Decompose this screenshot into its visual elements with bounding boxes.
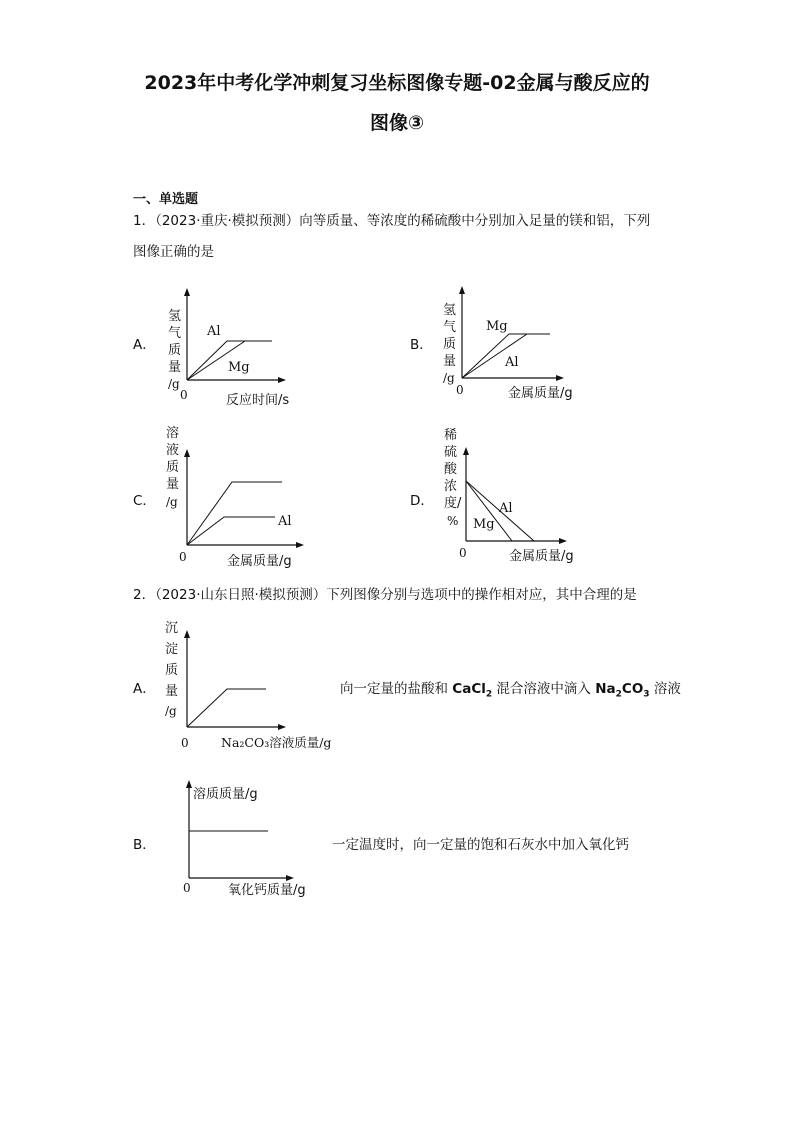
x-axis-label: 金属质量/g bbox=[227, 554, 292, 569]
origin-label: 0 bbox=[179, 550, 187, 564]
y-axis-label: 溶质质量/g bbox=[193, 787, 258, 802]
q2-option-b-label: B． bbox=[133, 837, 156, 853]
series-label-al: Al bbox=[207, 324, 221, 339]
graph-q2-a bbox=[165, 621, 331, 750]
y-label-char: 气 bbox=[443, 320, 457, 335]
graph-q1-b bbox=[443, 290, 573, 401]
title-line-2: 图像③ bbox=[369, 112, 425, 134]
section-heading: 一、单选题 bbox=[133, 192, 199, 207]
y-label-unit: /g bbox=[166, 495, 178, 509]
y-label-unit: /g bbox=[443, 371, 455, 385]
origin-label: 0 bbox=[456, 383, 464, 397]
y-label-unit: % bbox=[447, 514, 459, 528]
x-axis-label: 金属质量/g bbox=[509, 549, 574, 564]
series-label-mg: Mg bbox=[228, 360, 250, 375]
q2-stem: 2．（2023·山东日照·模拟预测）下列图像分别与选项中的操作相对应，其中合理的是 bbox=[133, 587, 637, 603]
x-axis-label: 金属质量/g bbox=[508, 386, 573, 401]
origin-label: 0 bbox=[180, 388, 188, 402]
graph-q1-a bbox=[168, 292, 289, 408]
q2-option-a-label: A． bbox=[133, 681, 156, 697]
y-label-char: 酸 bbox=[444, 462, 458, 477]
y-label-char: 氢 bbox=[168, 309, 182, 324]
curve-precipitate bbox=[187, 689, 266, 727]
y-label-unit: /g bbox=[165, 704, 177, 718]
y-label-char: 氢 bbox=[443, 303, 457, 318]
origin-label: 0 bbox=[181, 736, 189, 750]
y-label-char: 质 bbox=[443, 337, 457, 352]
y-label-char: 质 bbox=[165, 663, 179, 678]
q1-stem-line1: 1．（2023·重庆·模拟预测）向等质量、等浓度的稀硫酸中分别加入足量的镁和铝，下列 bbox=[133, 213, 651, 229]
q1-option-c-label: C． bbox=[133, 493, 156, 509]
y-label-char: 量 bbox=[168, 360, 182, 375]
x-axis-label: Na₂CO₃溶液质量/g bbox=[221, 735, 332, 750]
q2-option-b-description: 一定温度时，向一定量的饱和石灰水中加入氧化钙 bbox=[332, 837, 629, 853]
origin-label: 0 bbox=[183, 881, 191, 895]
y-label-char: 硫 bbox=[444, 445, 458, 460]
series-label-al: Al bbox=[278, 514, 292, 529]
origin-label: 0 bbox=[459, 546, 467, 560]
series-label-al: Al bbox=[499, 501, 513, 516]
series-label-al: Al bbox=[505, 355, 519, 370]
y-label-char: 量 bbox=[165, 684, 179, 699]
graph-q1-c bbox=[166, 425, 300, 569]
graph-q1-d bbox=[444, 427, 574, 564]
q1-stem-line2: 图像正确的是 bbox=[133, 244, 214, 260]
curve-upper bbox=[187, 482, 282, 545]
q1-option-d-label: D． bbox=[410, 493, 434, 509]
y-label-char: 液 bbox=[166, 443, 180, 458]
title-line-1: 2023年中考化学冲刺复习坐标图像专题-02金属与酸反应的 bbox=[144, 72, 650, 94]
x-axis-label: 反应时间/s bbox=[226, 393, 290, 408]
x-axis-label: 氧化钙质量/g bbox=[228, 883, 306, 898]
y-label-char: 沉 bbox=[165, 621, 179, 636]
graph-q2-b bbox=[183, 784, 306, 898]
y-label-char: 量 bbox=[166, 477, 180, 492]
y-label-char: 气 bbox=[168, 326, 182, 341]
y-label-unit: /g bbox=[168, 377, 180, 391]
y-label-char: 溶 bbox=[166, 426, 180, 441]
y-label-char: 质 bbox=[166, 460, 180, 475]
y-label-char: 量 bbox=[443, 354, 457, 369]
y-label-char: 度/ bbox=[444, 496, 462, 511]
y-label-char: 淀 bbox=[165, 642, 179, 657]
curve-al bbox=[187, 517, 275, 545]
series-label-mg: Mg bbox=[486, 319, 508, 334]
y-label-char: 质 bbox=[168, 343, 182, 358]
series-label-mg: Mg bbox=[473, 517, 495, 532]
q1-option-b-label: B． bbox=[410, 337, 433, 353]
q1-option-a-label: A． bbox=[133, 337, 156, 353]
y-label-char: 浓 bbox=[444, 479, 458, 494]
y-label-char: 稀 bbox=[444, 428, 458, 443]
q2-option-a-description: 向一定量的盐酸和 CaCl$_2$ 混合溶液中滴入 $Na_2CO_3$ 溶液 bbox=[340, 681, 681, 700]
